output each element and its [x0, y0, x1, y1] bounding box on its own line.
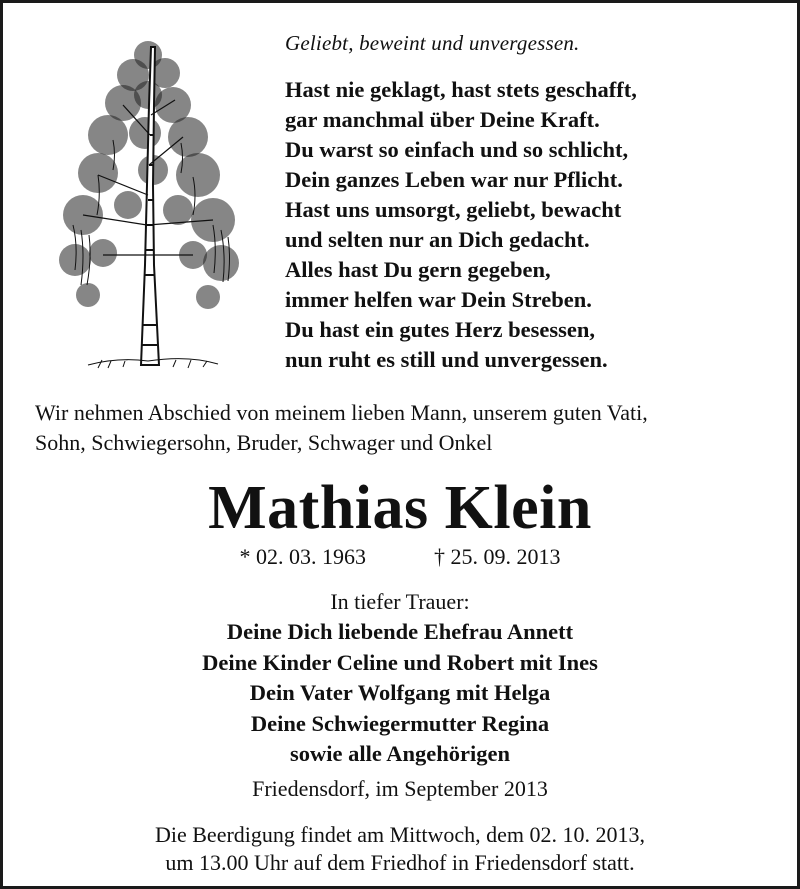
mourners-block — [3, 587, 797, 770]
funeral-line: Die Beerdigung findet am Mittwoch, dem 02. 10. 2013, — [154, 822, 646, 847]
poem-line: und selten nur an Dich gedacht. — [285, 227, 590, 252]
poem-line: Du hast ein gutes Herz besessen, — [285, 317, 595, 342]
poem — [285, 75, 637, 375]
farewell-intro-line: Wir nehmen Abschied von meinem lieben Mann, unserem guten Vati, — [35, 400, 648, 425]
mourner: sowie alle Angehörigen — [290, 741, 510, 766]
poem-line: nun ruht es still und unvergessen. — [285, 347, 608, 372]
poem-line: Dein ganzes Leben war nur Pflicht. — [285, 167, 623, 192]
mourner: Deine Kinder Celine und Robert mit Ines — [202, 649, 598, 675]
mourner: Deine Schwiegermutter Regina — [250, 710, 550, 736]
funeral-line: um 13.00 Uhr auf dem Friedhof in Friedensdorf statt. — [165, 850, 635, 875]
poem-line: Alles hast Du gern gegeben, — [285, 257, 551, 282]
poem-line: Hast uns umsorgt, geliebt, bewacht — [285, 197, 622, 222]
mourners-list — [3, 617, 797, 770]
death-date: † 25. 09. 2013 — [434, 544, 561, 569]
farewell-intro — [35, 398, 648, 458]
poem-line: Hast nie geklagt, hast stets geschafft, — [285, 77, 637, 102]
poem-line: gar manchmal über Deine Kraft. — [285, 107, 600, 132]
mourner: Deine Dich liebende Ehefrau Annett — [226, 619, 574, 644]
funeral-notice — [3, 821, 797, 877]
mourner: Dein Vater Wolfgang mit Helga — [249, 680, 551, 705]
birch-tree-icon — [53, 25, 243, 375]
deceased-name: Mathias Klein — [208, 474, 592, 542]
mourning-heading: In tiefer Trauer: — [330, 589, 470, 614]
poem-line: immer helfen war Dein Streben. — [285, 287, 592, 312]
birth-date: * 02. 03. 1963 — [239, 544, 366, 569]
place-date: Friedensdorf, im September 2013 — [252, 776, 548, 801]
poem-line: Du warst so einfach und so schlicht, — [285, 137, 629, 162]
life-dates — [3, 544, 797, 570]
farewell-intro-line: Sohn, Schwiegersohn, Bruder, Schwager und Onkel — [35, 430, 493, 455]
motto: Geliebt, beweint und unvergessen. — [285, 31, 580, 55]
